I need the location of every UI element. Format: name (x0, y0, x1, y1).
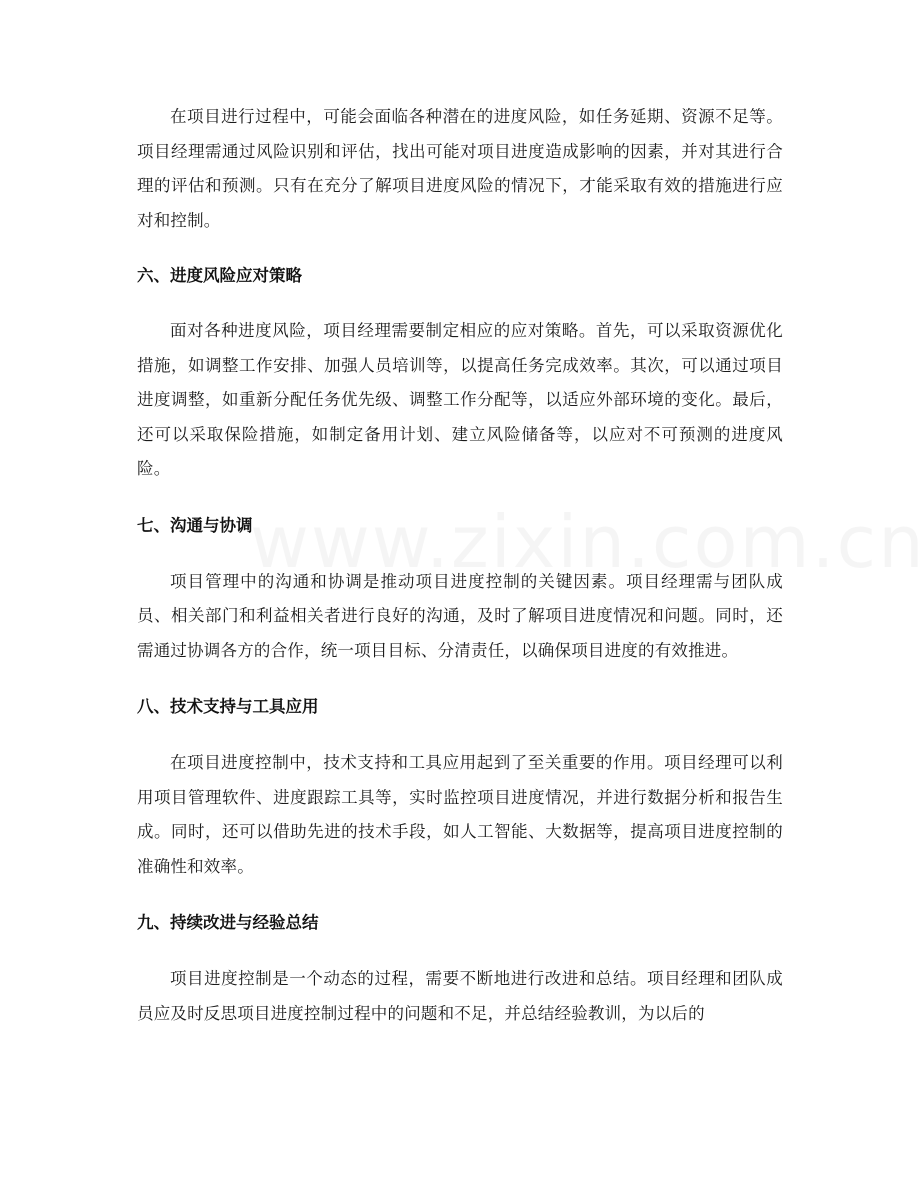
document-page (137, 100, 783, 1031)
heading-section-9: 九、持续改进与经验总结 (137, 913, 319, 932)
paragraph-section-7: 项目管理中的沟通和协调是推动项目进度控制的关键因素。项目经理需与团队成员、相关部门和利益相关者进行良好的沟通，及时了解项目进度情况和问题。同时，还需通过协调各方的合作，统一项目目标、分清责任，以确保项目进度的有效推进。 (137, 571, 783, 660)
heading-section-7: 七、沟通与协调 (137, 515, 253, 535)
paragraph-section-8: 在项目进度控制中，技术支持和工具应用起到了至关重要的作用。项目经理可以利用项目管理软件、进度跟踪工具等，实时监控项目进度情况，并进行数据分析和报告生成。同时，还可以借助先进的技术手段，如人工智能、大数据等，提高项目进度控制的准确性和效率。 (137, 753, 783, 876)
heading-section-8: 八、技术支持与工具应用 (137, 697, 319, 716)
paragraph-section-9: 项目进度控制是一个动态的过程，需要不断地进行改进和总结。项目经理和团队成员应及时反思项目进度控制过程中的问题和不足，并总结经验教训，为以后的 (137, 969, 783, 1023)
paragraph-section-6: 面对各种进度风险，项目经理需要制定相应的应对策略。首先，可以采取资源优化措施，如调整工作安排、加强人员培训等，以提高任务完成效率。其次，可以通过项目进度调整，如重新分配任务优先级、调整工作分配等，以适应外部环境的变化。最后，还可以采取保险措施，如制定备用计划、建立风险储备等，以应对不可预测的进度风险。 (137, 321, 783, 478)
paragraph-risk-assessment: 在项目进行过程中，可能会面临各种潜在的进度风险，如任务延期、资源不足等。项目经理需通过风险识别和评估，找出可能对项目进度造成影响的因素，并对其进行合理的评估和预测。只有在充分了解项目进度风险的情况下，才能采取有效的措施进行应对和控制。 (137, 107, 783, 230)
heading-section-6: 六、进度风险应对策略 (137, 266, 302, 285)
